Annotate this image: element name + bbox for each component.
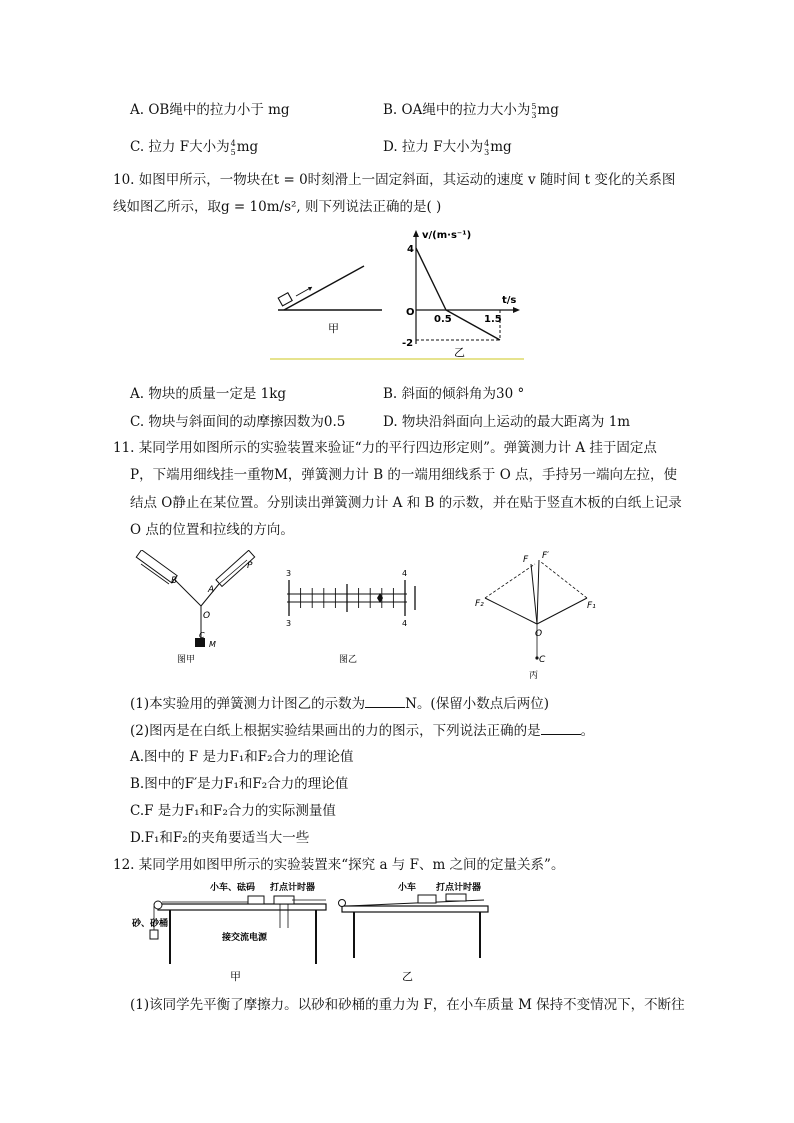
apparatus-jia — [131, 881, 326, 983]
q12-figures — [130, 878, 502, 990]
caption-yi: 乙 — [402, 970, 413, 983]
label-timer-2: 打点计时器 — [436, 883, 482, 893]
v-axis-label: v/(m·s⁻¹) — [422, 230, 472, 241]
q9-option-d-text: D. 拉力 F大小为 — [383, 139, 484, 155]
q11-stem-line1: 11. 某同学用如图所示的实验装置来验证“力的平行四边形定则”。弹簧测力计 A 挂于固定点 — [113, 440, 657, 456]
label-m: M — [209, 640, 216, 649]
q10-option-c[interactable]: C. 物块与斜面间的动摩擦因数为0.5 — [130, 414, 346, 430]
q10-stem-line1: 10. 如图甲所示，一物块在t = 0时刻滑上一固定斜面，其运动的速度 v 随时间 t 变化的关系图 — [113, 172, 676, 188]
scale-label-4-top: 4 — [402, 569, 408, 578]
q10-figure — [268, 222, 528, 362]
label-f2: F₂ — [475, 599, 484, 609]
q10-option-b[interactable]: B. 斜面的倾斜角为30 ° — [383, 386, 525, 402]
scale-label-4-bottom: 4 — [402, 619, 408, 628]
label-c2: C — [539, 655, 546, 665]
q11-sub1-unit: N。(保留小数点后两位) — [405, 696, 549, 712]
label-sand: 砂、砂桶 — [132, 919, 169, 929]
q11-sub1-text: (1)本实验用的弹簧测力计图乙的示数为 — [130, 696, 366, 712]
fig-label-jia: 甲 — [328, 322, 339, 335]
q9-option-d-unit: mg — [490, 139, 512, 155]
q9-option-b[interactable] — [383, 100, 559, 120]
label-o: O — [203, 611, 211, 621]
q10-option-a[interactable]: A. 物块的质量一定是 1kg — [130, 386, 287, 402]
fig-label-yi: 乙 — [454, 346, 465, 359]
label-p: P — [247, 561, 253, 571]
figure-yi — [286, 569, 415, 665]
figure-bing — [475, 551, 596, 681]
answer-blank[interactable] — [365, 693, 405, 708]
label-o2: O — [535, 629, 543, 639]
tick-origin: O — [406, 307, 415, 318]
q12-sub1: (1)该同学先平衡了摩擦力。以砂和砂桶的重力为 F，在小车质量 M 保持不变情况下，不断往 — [130, 997, 685, 1013]
q9-option-b-text: B. OA绳中的拉力大小为 — [383, 102, 531, 118]
fraction: 4 3 — [484, 138, 490, 157]
q9-option-b-unit: mg — [537, 102, 559, 118]
q9-option-c-text: C. 拉力 F大小为 — [130, 139, 230, 155]
q11-choice-c[interactable]: C.F 是力F₁和F₂合力的实际测量值 — [130, 803, 336, 819]
scale-label-3-top: 3 — [286, 569, 292, 578]
caption-jia: 甲 — [230, 970, 241, 983]
q9-option-a[interactable]: A. OB绳中的拉力小于 mg — [130, 102, 290, 118]
answer-blank[interactable] — [541, 720, 581, 735]
label-c: C — [199, 631, 205, 640]
q11-stem-line4: O 点的位置和拉线的方向。 — [130, 522, 294, 538]
fraction: 4 5 — [230, 138, 236, 157]
tick-4: 4 — [407, 244, 414, 255]
caption-jia: 图甲 — [177, 655, 196, 665]
label-f1: F₁ — [587, 601, 596, 611]
q10-stem-line2: 线如图乙所示，取g = 10m/s², 则下列说法正确的是( ) — [113, 199, 442, 215]
q11-stem-line2: P，下端用细线挂一重物M，弹簧测力计 B 的一端用细线系于 O 点，手持另一端向左拉，使 — [130, 467, 678, 483]
q11-choice-a[interactable]: A.图中的 F 是力F₁和F₂合力的理论值 — [130, 749, 354, 765]
label-f: F — [523, 555, 529, 565]
figure-jia — [136, 550, 254, 665]
q11-stem-line3: 结点 O静止在某位置。分别读出弹簧测力计 A 和 B 的示数，并在贴于竖直木板的白纸上记录 — [130, 495, 682, 511]
tick-1-5: 1.5 — [484, 314, 502, 325]
caption-yi: 图乙 — [339, 655, 358, 665]
label-ac-power: 接交流电源 — [222, 933, 268, 943]
incline-diagram — [278, 266, 382, 335]
label-timer: 打点计时器 — [270, 883, 316, 893]
q10-option-d[interactable]: D. 物块沿斜面向上运动的最大距离为 1m — [383, 414, 631, 430]
q11-choice-b[interactable]: B.图中的F′是力F₁和F₂合力的理论值 — [130, 776, 349, 792]
scale-label-3-bottom: 3 — [286, 619, 292, 628]
caption-bing: 丙 — [529, 671, 539, 681]
q11-sub2-text: (2)图丙是在白纸上根据实验结果画出的力的图示，下列说法正确的是 — [130, 723, 541, 739]
apparatus-yi — [339, 881, 489, 983]
q11-sub1 — [130, 693, 549, 714]
t-axis-label: t/s — [502, 295, 517, 306]
q9-option-c-unit: mg — [236, 139, 259, 155]
label-car-weight: 小车、砝码 — [210, 883, 256, 893]
q9-option-c[interactable] — [130, 137, 258, 157]
tick-neg2: -2 — [402, 338, 414, 349]
label-car: 小车 — [398, 883, 417, 893]
fraction: 5 3 — [531, 101, 537, 120]
label-b: B — [171, 576, 178, 586]
label-a: A — [208, 585, 215, 595]
q11-sub2 — [130, 720, 594, 741]
q11-choice-d[interactable]: D.F₁和F₂的夹角要适当大一些 — [130, 830, 310, 846]
q9-option-d[interactable] — [383, 137, 512, 157]
q12-stem-line1: 12. 某同学用如图甲所示的实验装置来“探究 a 与 F、m 之间的定量关系”。 — [113, 857, 565, 873]
q11-sub2-end: 。 — [580, 723, 595, 739]
q11-figures — [125, 550, 605, 685]
vt-graph — [402, 230, 520, 359]
label-f-prime: F′ — [542, 551, 550, 561]
tick-0-5: 0.5 — [434, 314, 452, 325]
